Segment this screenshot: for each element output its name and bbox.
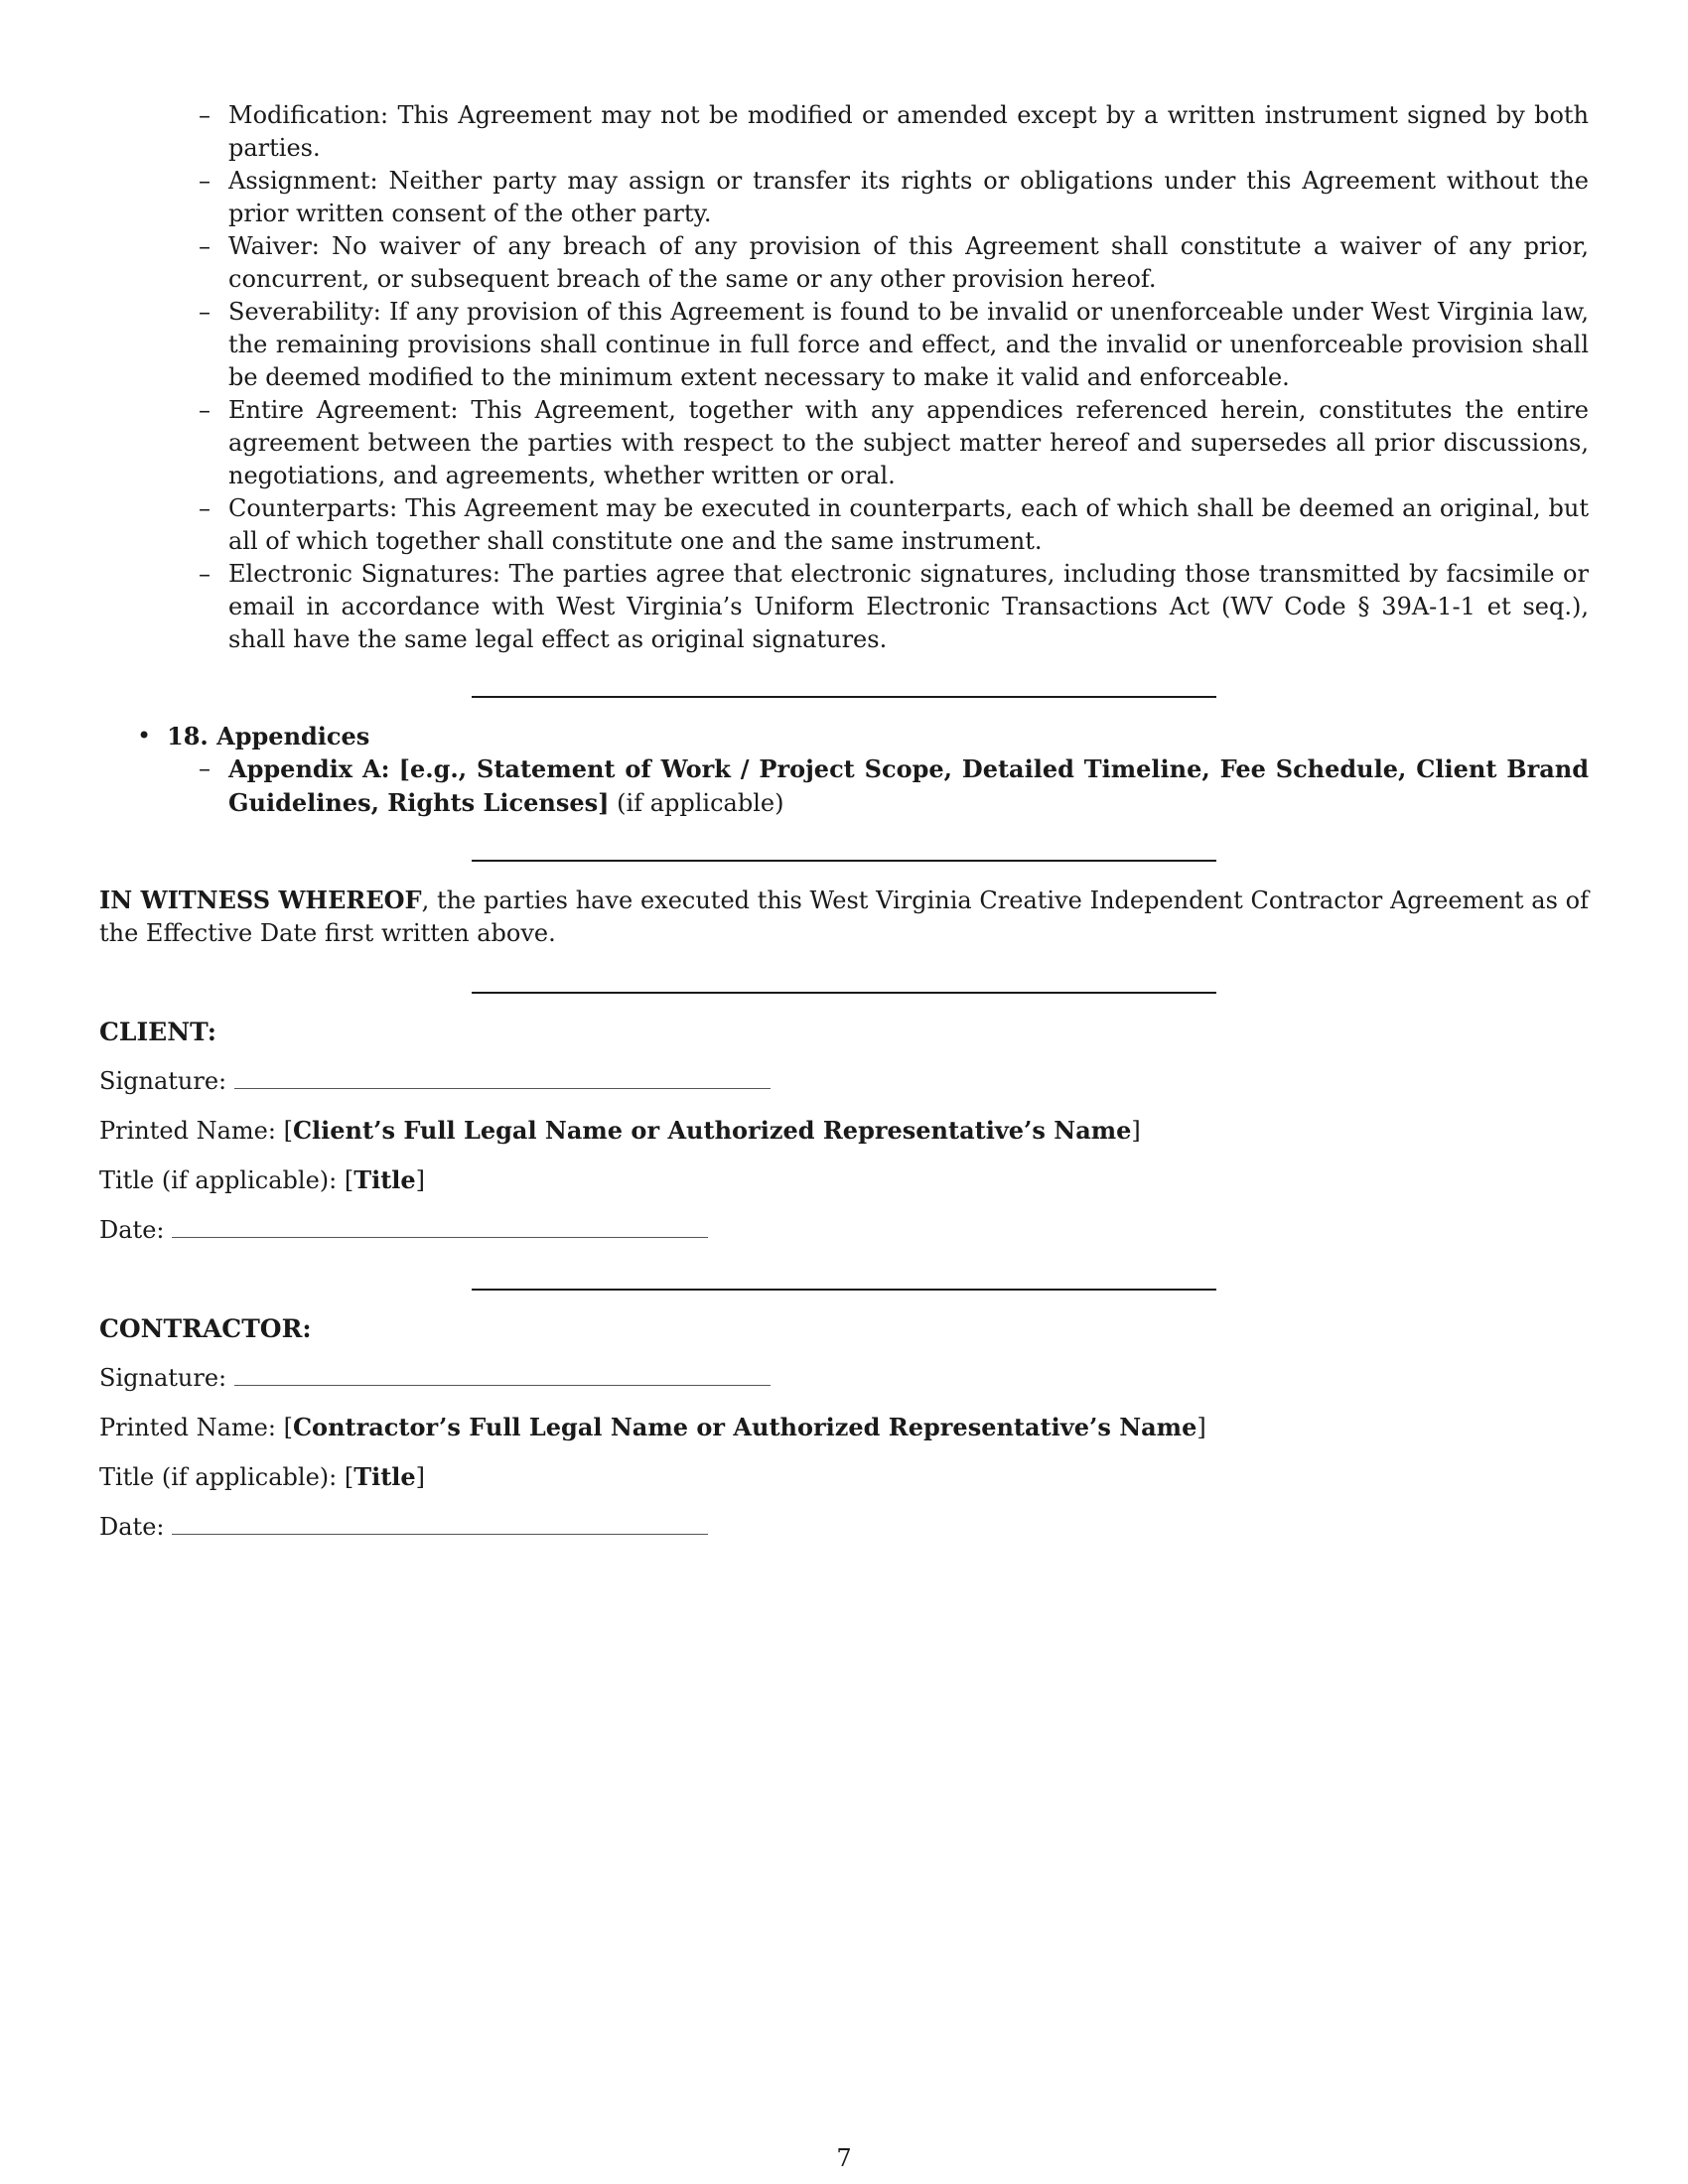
- contractor-date-field[interactable]: [172, 1510, 708, 1535]
- document-page: [99, 99, 1589, 1544]
- list-item-electronic-signatures: – Electronic Signatures: The parties agree that electronic signatures, including those transmitted by facsimile or email in accordance with West Virginia’s Uniform Electronic Transactions Act (WV Code § 39A-1-1 et seq.), shall have the same legal effect as original signatures.: [199, 560, 1589, 653]
- list-item-waiver: – Waiver: No waiver of any breach of any provision of this Agreement shall constitute a waiver of any prior, concurrent, or subsequent breach of the same or any other provision hereof.: [199, 232, 1589, 293]
- contractor-signature-field[interactable]: [234, 1361, 771, 1386]
- divider: [472, 696, 1216, 698]
- divider: [472, 860, 1216, 862]
- client-date-line: Date:: [99, 1213, 1589, 1247]
- appendix-a-item: – Appendix A: [e.g., Statement of Work / Project Scope, Detailed Timeline, Fee Schedule, Client Brand Guidelines, Rights Licenses] (if applicable): [199, 754, 1589, 817]
- list-item-entire-agreement: – Entire Agreement: This Agreement, together with any appendices referenced herein, constitutes the entire agreement between the parties with respect to the subject matter hereof and supersedes all prior discussions, negotiations, and agreements, whether written or oral.: [199, 396, 1590, 489]
- appendices-list: [99, 752, 1589, 820]
- witness-paragraph: IN WITNESS WHEREOF, the parties have executed this West Virginia Creative Independent Contractor Agreement as of the Effective Date first written above.: [99, 886, 1589, 947]
- contractor-heading: CONTRACTOR:: [99, 1314, 312, 1343]
- client-signature-line: Signature:: [99, 1064, 1589, 1098]
- appendices-heading: • 18. Appendices: [137, 722, 370, 751]
- contractor-title-line: Title (if applicable): [Title]: [99, 1462, 426, 1491]
- client-date-field[interactable]: [172, 1213, 708, 1238]
- general-provisions-list: [99, 99, 1589, 656]
- client-heading: CLIENT:: [99, 1018, 217, 1046]
- contractor-date-line: Date:: [99, 1510, 1589, 1544]
- divider: [472, 1289, 1216, 1291]
- list-item-severability: – Severability: If any provision of this Agreement is found to be invalid or unenforceable under West Virginia law, the remaining provisions shall continue in full force and effect, and the invalid or unenforceable provision shall be deemed modified to the minimum extent necessary to make it valid and enforceable.: [199, 298, 1589, 391]
- contractor-signature-line: Signature:: [99, 1361, 1589, 1395]
- client-title-line: Title (if applicable): [Title]: [99, 1165, 426, 1194]
- list-item-modification: – Modification: This Agreement may not be modified or amended except by a written instrument signed by both parties.: [199, 101, 1589, 162]
- contractor-printed-name-line: Printed Name: [Contractor’s Full Legal Name or Authorized Representative’s Name]: [99, 1413, 1206, 1441]
- client-signature-field[interactable]: [234, 1064, 771, 1089]
- page-number: 7: [836, 2144, 852, 2172]
- list-item-assignment: – Assignment: Neither party may assign or transfer its rights or obligations under this Agreement without the prior written consent of the other party.: [199, 167, 1589, 227]
- list-item-counterparts: – Counterparts: This Agreement may be executed in counterparts, each of which shall be deemed an original, but all of which together shall constitute one and the same instrument.: [199, 494, 1589, 555]
- client-printed-name-line: Printed Name: [Client’s Full Legal Name or Authorized Representative’s Name]: [99, 1116, 1141, 1145]
- divider: [472, 992, 1216, 994]
